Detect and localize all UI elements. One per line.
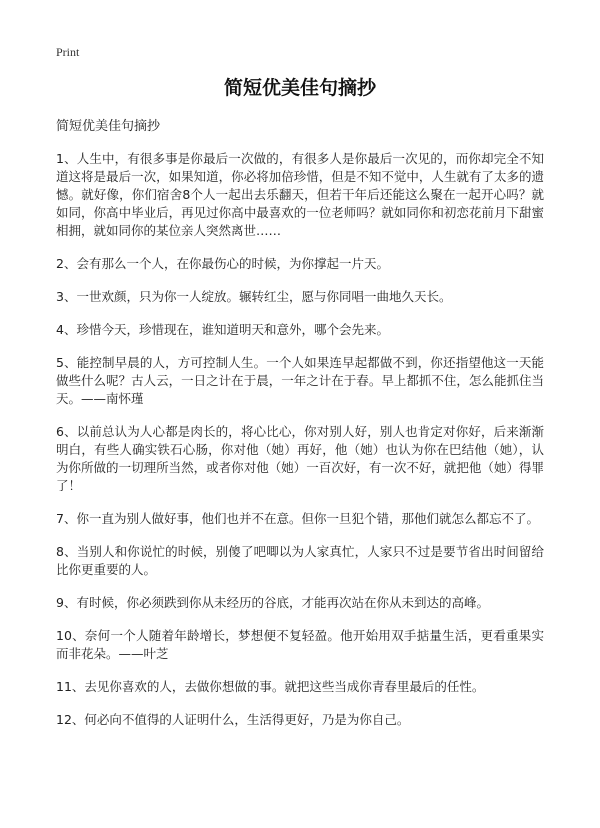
quote-item-7: 7、你一直为别人做好事，他们也并不在意。但你一旦犯个错，那他们就怎么都忘不了。 bbox=[56, 511, 539, 526]
quote-item-6: 6、以前总认为人心都是肉长的，将心比心，你对别人好，别人也肯定对你好，后来渐渐明白，有些人确实铁石心肠，你对他（她）再好，他（她）也认为你在巴结他（她），认为你所做的一切理所当然，或者你对他（她）一百次好，有一次不好，就把他（她）得罪了！ bbox=[56, 424, 544, 493]
quote-item-11: 11、去见你喜欢的人，去做你想做的事。就把这些当成你青春里最后的任性。 bbox=[56, 679, 485, 694]
quote-item-8: 8、当别人和你说忙的时候，别傻了吧唧以为人家真忙，人家只不过是要节省出时间留给比你更重要的人。 bbox=[56, 544, 544, 577]
section-heading: 简短优美佳句摘抄 bbox=[56, 119, 161, 134]
quote-item-2: 2、会有那么一个人，在你最伤心的时候，为你撑起一片天。 bbox=[56, 256, 389, 271]
quote-item-12: 12、何必向不值得的人证明什么，生活得更好，乃是为你自己。 bbox=[56, 712, 410, 727]
print-label: Print bbox=[56, 45, 80, 59]
quote-item-4: 4、珍惜今天，珍惜现在，谁知道明天和意外，哪个会先来。 bbox=[56, 322, 389, 337]
quote-item-1: 1、人生中，有很多事是你最后一次做的，有很多人是你最后一次见的，而你却完全不知道这将是最后一次，如果知道，你必将加倍珍惜，但是不知不觉中，人生就有了太多的遗憾。就好像，你们宿舍8个人一起出去乐翻天，但若干年后还能这么聚在一起开心吗？就如同，你高中毕业后，再见过你高中最喜欢的一位老师吗？就如同你和初恋花前月下甜蜜相拥，就如同你的某位亲人突然离世…… bbox=[56, 151, 544, 238]
page-title: 简短优美佳句摘抄 bbox=[223, 77, 376, 99]
quote-item-3: 3、一世欢颜，只为你一人绽放。辗转红尘，愿与你同唱一曲地久天长。 bbox=[56, 289, 452, 304]
quote-item-10: 10、奈何一个人随着年龄增长，梦想便不复轻盈。他开始用双手掂量生活，更看重果实而非花朵。——叶芝 bbox=[56, 628, 544, 661]
quote-item-5: 5、能控制早晨的人，方可控制人生。一个人如果连早起都做不到，你还指望他这一天能做些什么呢？古人云，一日之计在于晨，一年之计在于春。早上都抓不住，怎么能抓住当天。——南怀瑾 bbox=[56, 355, 544, 406]
quote-list bbox=[56, 150, 544, 729]
quote-item-9: 9、有时候，你必须跌到你从未经历的谷底，才能再次站在你从未到达的高峰。 bbox=[56, 595, 489, 610]
